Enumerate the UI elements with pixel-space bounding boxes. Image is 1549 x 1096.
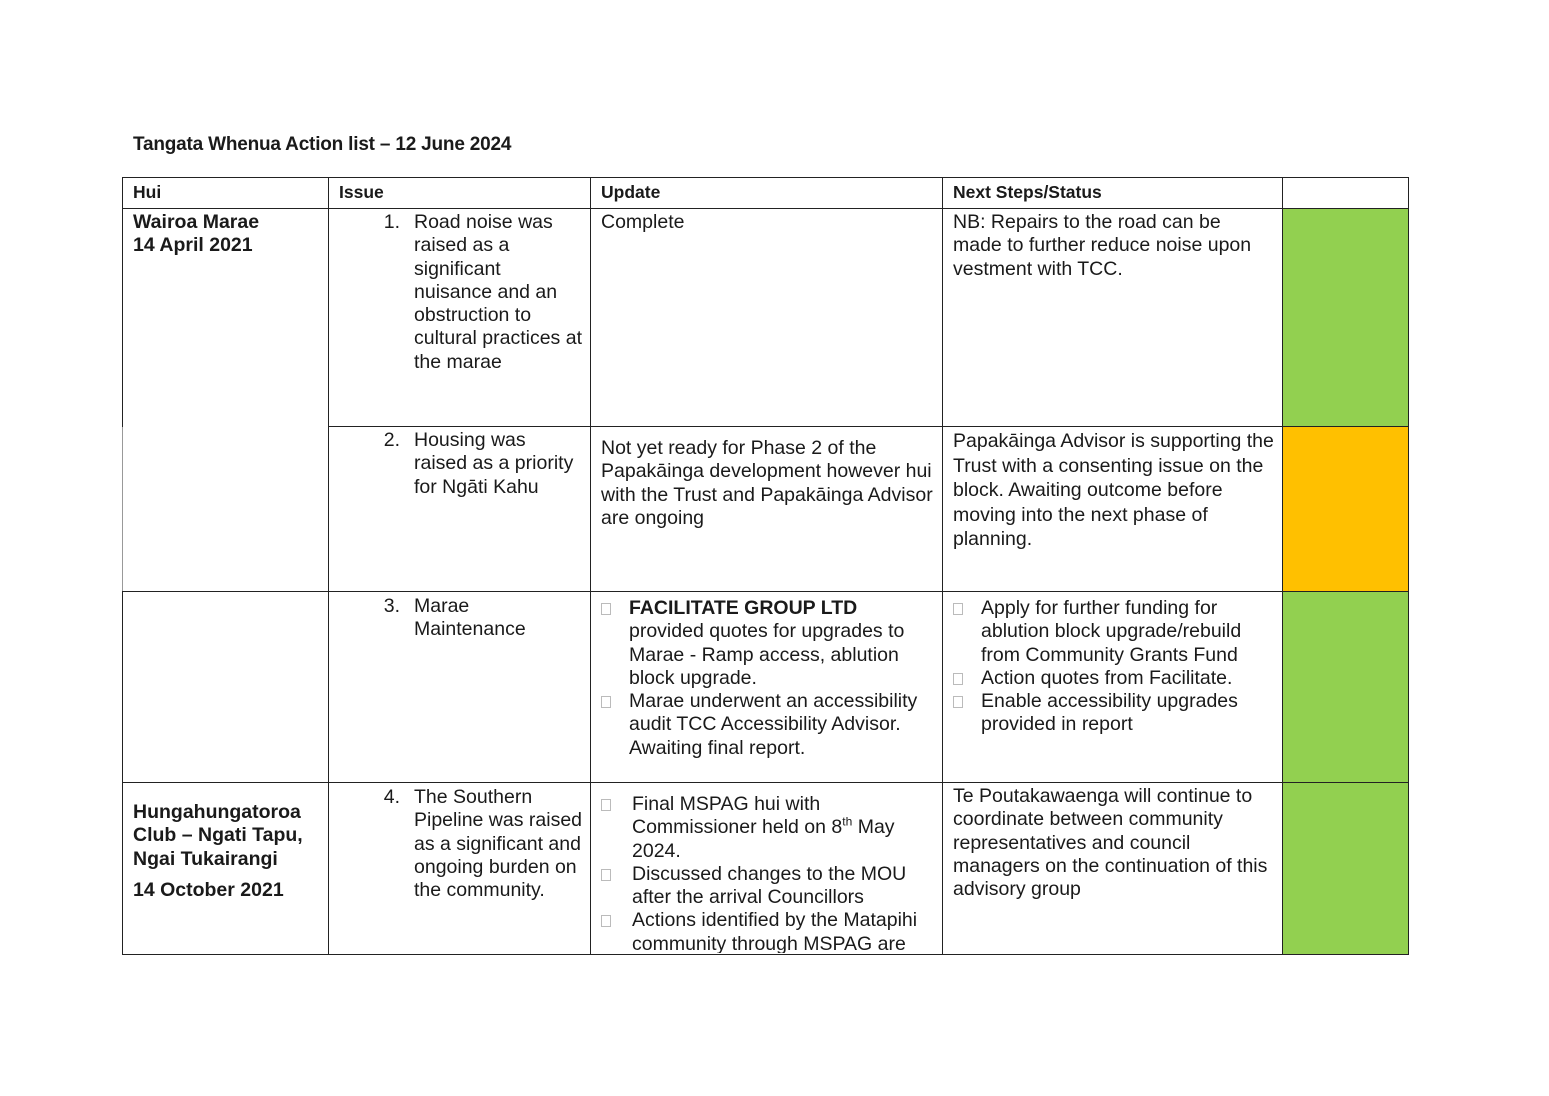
update-cell xyxy=(591,592,943,783)
list-item xyxy=(601,909,934,953)
company-name: FACILITATE GROUP LTD xyxy=(629,597,858,619)
bullet-box-icon xyxy=(601,696,611,708)
hui-date: 14 April 2021 xyxy=(133,234,253,257)
header-hui: Hui xyxy=(123,178,329,209)
bullet-box-icon xyxy=(601,799,611,811)
list-item xyxy=(953,667,1274,690)
list-item xyxy=(601,793,934,863)
issue-text: The Southern Pipeline was raised as a significant and ongoing burden on the community. xyxy=(414,786,583,902)
hui-name: Hungahungatoroa Club – Ngati Tapu, Ngai Tukairangi xyxy=(133,801,303,870)
next-steps-cell xyxy=(943,592,1283,783)
bullet-box-icon xyxy=(953,673,963,685)
update-text: Not yet ready for Phase 2 of the Papakāinga development however hui with the Trust and Papakāinga Advisor are ongoing xyxy=(601,437,933,529)
list-item xyxy=(601,597,934,690)
hui-cell xyxy=(123,783,329,955)
issue-number: 4. xyxy=(383,786,400,808)
bullet-text: Discussed changes to the MOU after the arrival Councillors xyxy=(632,862,907,909)
list-item xyxy=(953,597,1274,667)
issue-number: 2. xyxy=(383,429,400,451)
status-indicator-amber xyxy=(1283,427,1409,592)
bullet-text-end: May 2024. xyxy=(632,816,895,862)
table-row xyxy=(123,592,1409,783)
status-indicator-green xyxy=(1283,592,1409,783)
bullet-box-icon xyxy=(953,696,963,708)
header-issue: Issue xyxy=(329,178,591,209)
update-bullet-list xyxy=(601,597,934,760)
bullet-text: Apply for further funding for ablution block upgrade/rebuild from Community Grants Fund xyxy=(981,597,1242,666)
update-cell: Complete xyxy=(591,209,943,427)
bullet-text: Enable accessibility upgrades provided in report xyxy=(981,690,1238,736)
next-steps-cell: Papakāinga Advisor is supporting the Trust with a consenting issue on the block. Awaiting outcome before moving into the next phase of planning. xyxy=(943,427,1283,592)
bullet-text: Final MSPAG hui with Commissioner held on 8 xyxy=(632,793,843,839)
table-row xyxy=(123,209,1409,427)
action-table xyxy=(122,177,1409,955)
status-indicator-green xyxy=(1283,209,1409,427)
hui-cell xyxy=(123,209,329,427)
bullet-box-icon xyxy=(601,869,611,881)
hui-cell-empty xyxy=(123,592,329,783)
issue-cell xyxy=(329,783,591,955)
header-update: Update xyxy=(591,178,943,209)
list-item xyxy=(601,863,934,910)
bullet-text: provided quotes for upgrades to Marae - Ramp access, ablution block upgrade. xyxy=(629,620,905,689)
next-steps-cell: NB: Repairs to the road can be made to further reduce noise upon vestment with TCC. xyxy=(943,209,1283,427)
hui-name: Wairoa Marae xyxy=(133,211,260,233)
table-header-row xyxy=(123,178,1409,209)
ordinal-suffix: th xyxy=(842,814,853,829)
bullet-box-icon xyxy=(953,603,963,615)
next-steps-cell: Te Poutakawaenga will continue to coordinate between community representatives and council managers on the continuation of this advisory group xyxy=(943,783,1283,955)
update-cell xyxy=(591,427,943,592)
issue-number: 3. xyxy=(383,595,400,617)
issue-text: Road noise was raised as a significant nuisance and an obstruction to cultural practices at the marae xyxy=(414,211,582,373)
bullet-box-icon xyxy=(601,915,611,927)
hui-cell-empty xyxy=(123,427,329,592)
issue-text: Marae Maintenance xyxy=(414,595,526,641)
bullet-text: Action quotes from Facilitate. xyxy=(981,666,1233,689)
update-bullet-list xyxy=(601,793,934,953)
table-row xyxy=(123,783,1409,955)
status-indicator-green xyxy=(1283,783,1409,955)
header-status xyxy=(1283,178,1409,209)
header-next-steps: Next Steps/Status xyxy=(943,178,1283,209)
document-title: Tangata Whenua Action list – 12 June 2024 xyxy=(133,134,512,155)
list-item xyxy=(601,690,934,760)
bullet-box-icon xyxy=(601,603,611,615)
bullet-text: Marae underwent an accessibility audit TCC Accessibility Advisor. Awaiting final report. xyxy=(629,690,918,759)
bullet-text: Actions identified by the Matapihi community through MSPAG are xyxy=(632,909,918,953)
issue-cell xyxy=(329,209,591,427)
list-item xyxy=(953,690,1274,737)
hui-date: 14 October 2021 xyxy=(133,878,284,901)
table-row xyxy=(123,427,1409,592)
issue-cell xyxy=(329,592,591,783)
issue-text: Housing was raised as a priority for Ngāti Kahu xyxy=(414,429,574,498)
update-cell xyxy=(591,783,943,955)
issue-number: 1. xyxy=(383,211,400,233)
next-steps-bullet-list xyxy=(953,597,1274,737)
issue-cell xyxy=(329,427,591,592)
